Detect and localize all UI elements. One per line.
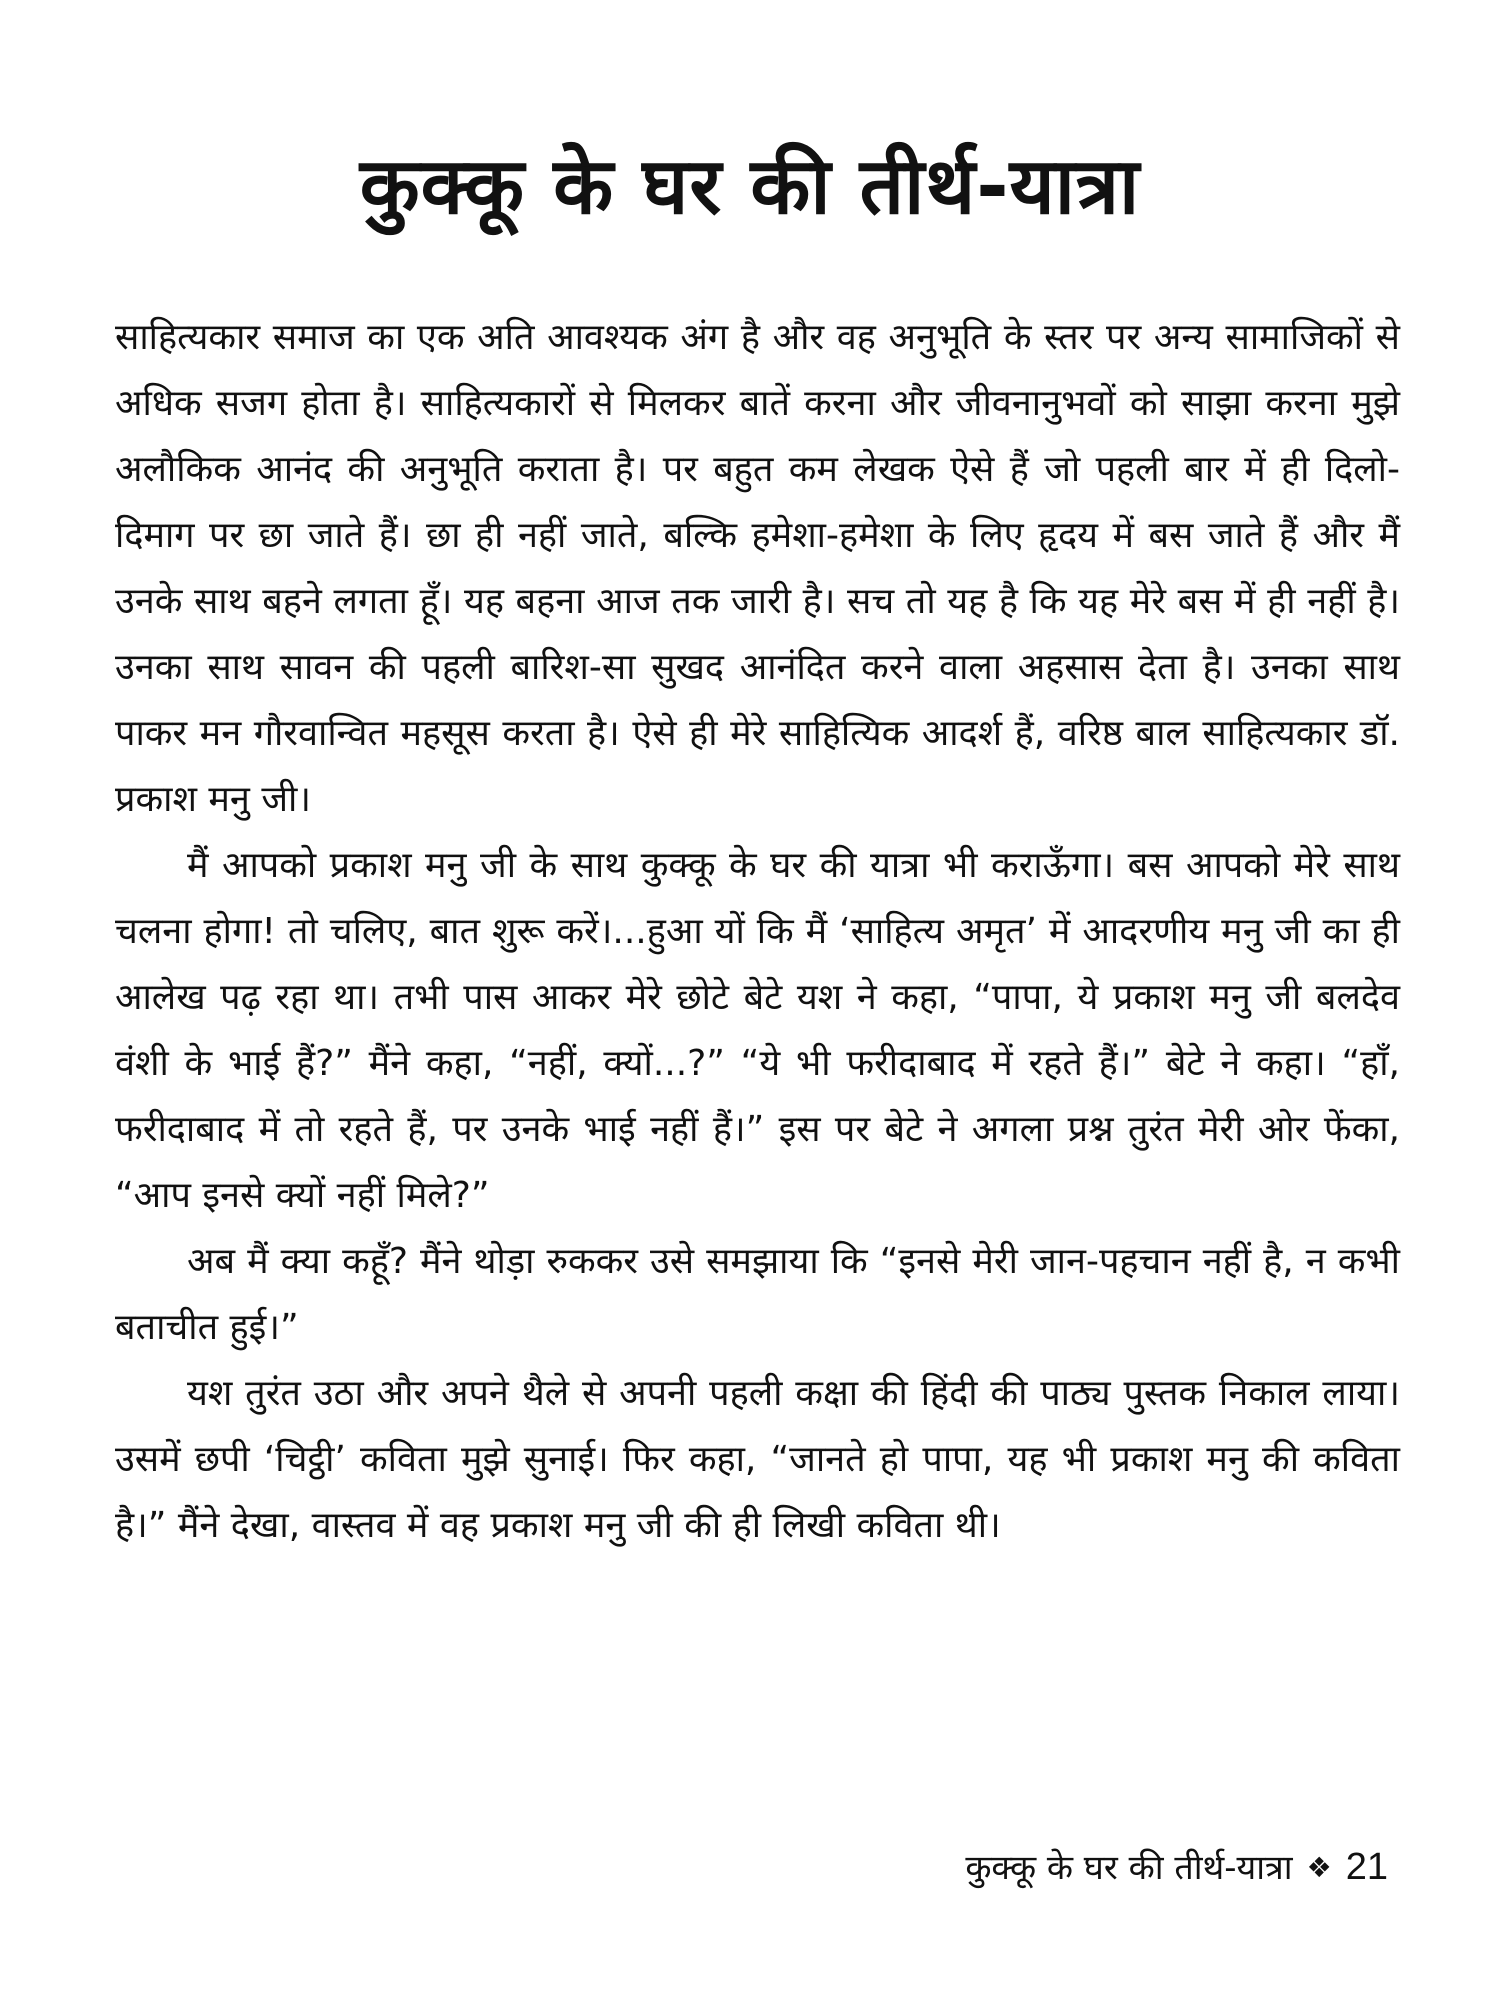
chapter-body xyxy=(115,305,1400,1559)
chapter-title: कुक्कू के घर की तीर्थ-यात्रा xyxy=(359,142,1141,233)
running-title: कुक्कू के घर की तीर्थ-यात्रा xyxy=(965,1848,1293,1888)
paragraph-4: यश तुरंत उठा और अपने थैले से अपनी पहली कक्षा की हिंदी की पाठ्य पुस्तक निकाल लाया। उसमें छपी ‘चिट्ठी’ कविता मुझे सुनाई। फिर कहा, “जानते हो पापा, यह भी प्रकाश मनु की कविता है।” मैंने देखा, वास्तव में वह प्रकाश मनु जी की ही लिखी कविता थी। xyxy=(115,1373,1400,1546)
paragraph-3: अब मैं क्या कहूँ? मैंने थोड़ा रुककर उसे समझाया कि “इनसे मेरी जान-पहचान नहीं है, न कभी बताचीत हुई।” xyxy=(115,1241,1400,1348)
page-number: 21 xyxy=(1345,1846,1388,1888)
page-footer xyxy=(965,1842,1388,1893)
paragraph-2: मैं आपको प्रकाश मनु जी के साथ कुक्कू के घर की यात्रा भी कराऊँगा। बस आपको मेरे साथ चलना होगा! तो चलिए, बात शुरू करें।...हुआ यों कि मैं ‘साहित्य अमृत’ में आदरणीय मनु जी का ही आलेख पढ़ रहा था। तभी पास आकर मेरे छोटे बेटे यश ने कहा, “पापा, ये प्रकाश मनु जी बलदेव वंशी के भाई हैं?” मैंने कहा, “नहीं, क्यों...?” “ये भी फरीदाबाद में रहते हैं।” बेटे ने कहा। “हाँ, फरीदाबाद में तो रहते हैं, पर उनके भाई नहीं हैं।” इस पर बेटे ने अगला प्रश्न तुरंत मेरी ओर फेंका, “आप इनसे क्यों नहीं मिले?” xyxy=(115,845,1400,1216)
paragraph-1: साहित्यकार समाज का एक अति आवश्यक अंग है और वह अनुभूति के स्तर पर अन्य सामाजिकों से अधिक सजग होता है। साहित्यकारों से मिलकर बातें करना और जीवनानुभवों को साझा करना मुझे अलौकिक आनंद की अनुभूति कराता है। पर बहुत कम लेखक ऐसे हैं जो पहली बार में ही दिलो-दिमाग पर छा जाते हैं। छा ही नहीं जाते, बल्कि हमेशा-हमेशा के लिए हृदय में बस जाते हैं और मैं उनके साथ बहने लगता हूँ। यह बहना आज तक जारी है। सच तो यह है कि यह मेरे बस में ही नहीं है। उनका साथ सावन की पहली बारिश-सा सुखद आनंदित करने वाला अहसास देता है। उनका साथ पाकर मन गौरवान्वित महसूस करता है। ऐसे ही मेरे साहित्यिक आदर्श हैं, वरिष्ठ बाल साहित्यकार डॉ. प्रकाश मनु जी। xyxy=(115,317,1400,820)
diamond-ornament-icon: ❖ xyxy=(1306,1851,1332,1884)
